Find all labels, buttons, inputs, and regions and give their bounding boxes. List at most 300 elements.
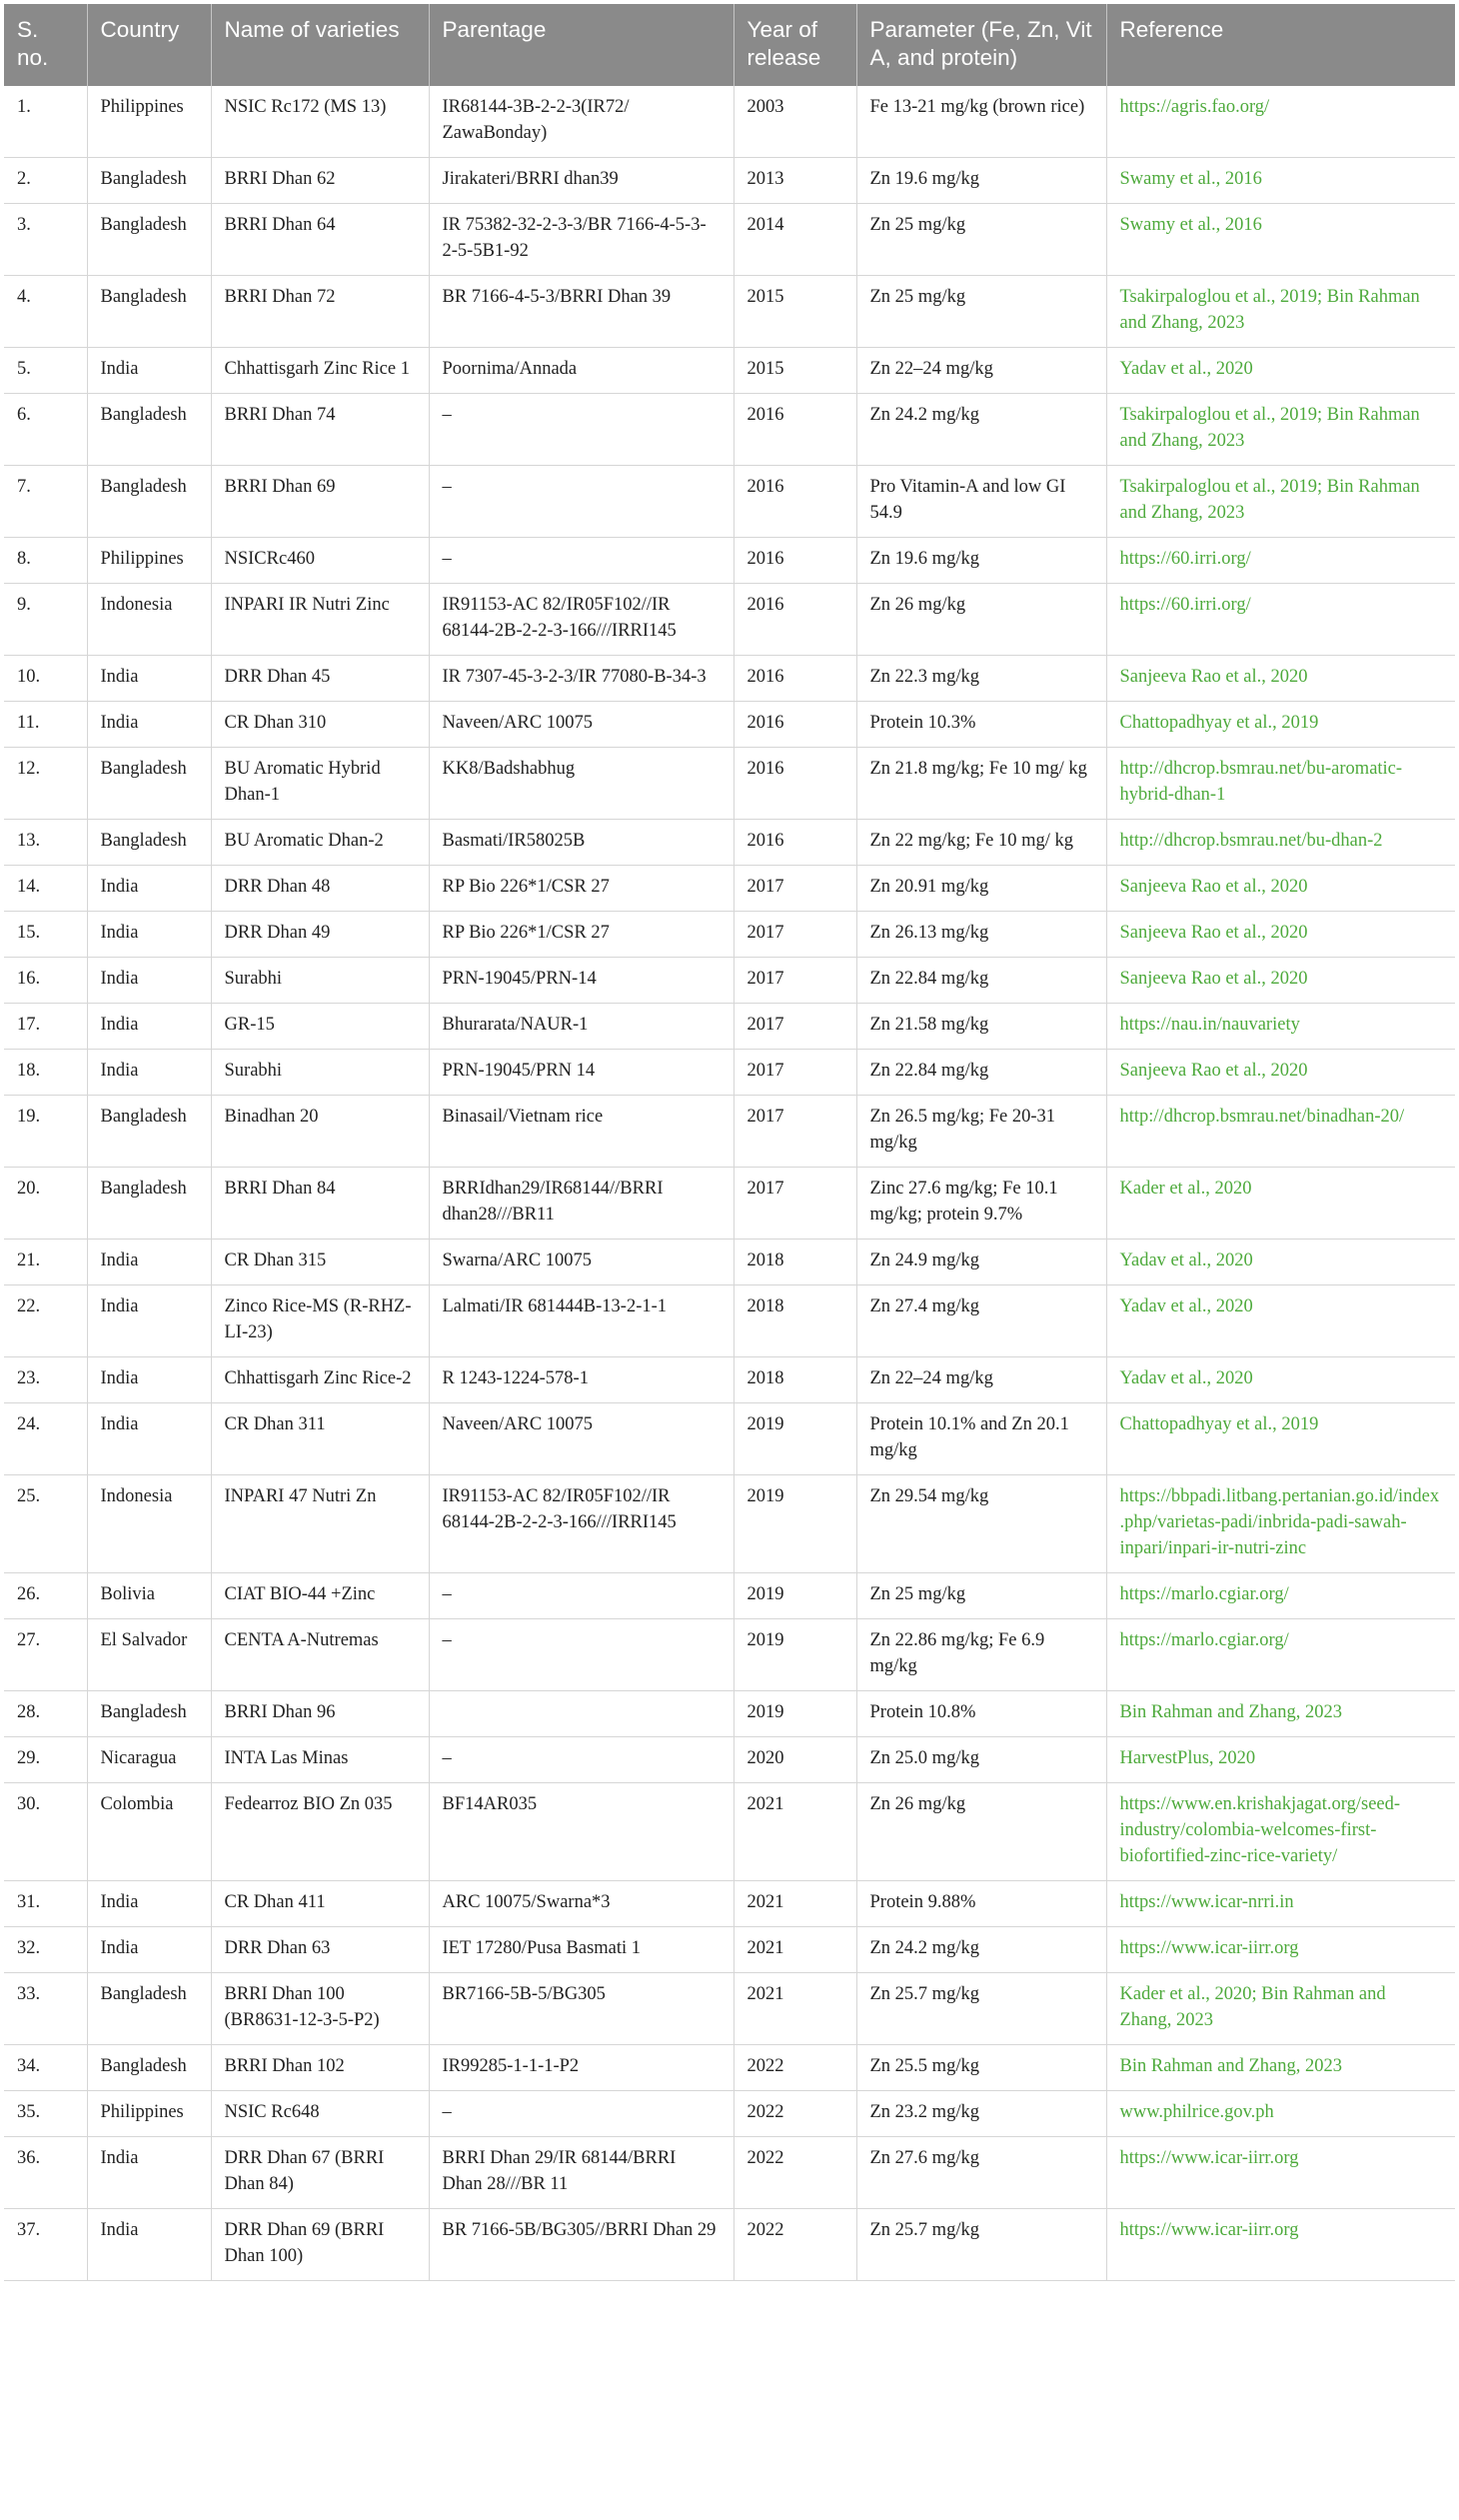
table-row [4,394,1455,466]
cell-reference[interactable]: https://nau.in/nauvariety [1106,1004,1455,1050]
cell-variety-name: DRR Dhan 69 (BRRI Dhan 100) [211,2209,429,2281]
cell-serial-no: 31. [4,1881,87,1927]
cell-parameter: Zn 25.0 mg/kg [856,1737,1106,1783]
cell-reference[interactable]: www.philrice.gov.ph [1106,2091,1455,2137]
cell-serial-no: 5. [4,348,87,394]
cell-parameter: Zn 26.5 mg/kg; Fe 20-31 mg/kg [856,1096,1106,1168]
cell-reference[interactable]: https://60.irri.org/ [1106,584,1455,656]
cell-variety-name: BU Aromatic Dhan-2 [211,820,429,866]
cell-reference[interactable]: https://agris.fao.org/ [1106,86,1455,158]
cell-parameter: Zn 27.4 mg/kg [856,1285,1106,1357]
cell-variety-name: DRR Dhan 63 [211,1927,429,1973]
cell-variety-name: BRRI Dhan 69 [211,466,429,538]
cell-year: 2018 [733,1357,856,1403]
cell-variety-name: GR-15 [211,1004,429,1050]
varieties-table [4,4,1455,2281]
cell-parentage: Binasail/Vietnam rice [429,1096,733,1168]
cell-variety-name: NSICRc460 [211,538,429,584]
cell-country: El Salvador [87,1619,211,1691]
cell-reference[interactable]: https://bbpadi.litbang.pertanian.go.id/index.php/varietas-padi/inbrida-padi-sawah-inpari/inpari-ir-nutri-zinc [1106,1475,1455,1573]
table-row [4,1285,1455,1357]
cell-parameter: Zn 23.2 mg/kg [856,2091,1106,2137]
cell-country: Bangladesh [87,158,211,204]
cell-variety-name: CR Dhan 311 [211,1403,429,1475]
cell-variety-name: Chhattisgarh Zinc Rice-2 [211,1357,429,1403]
cell-parentage: Lalmati/IR 681444B-13-2-1-1 [429,1285,733,1357]
cell-parentage: BR 7166-4-5-3/BRRI Dhan 39 [429,276,733,348]
cell-year: 2016 [733,748,856,820]
cell-year: 2021 [733,1783,856,1881]
cell-reference[interactable]: Kader et al., 2020 [1106,1168,1455,1240]
cell-parameter: Protein 10.8% [856,1691,1106,1737]
cell-serial-no: 8. [4,538,87,584]
table-row [4,1096,1455,1168]
cell-year: 2022 [733,2209,856,2281]
cell-serial-no: 28. [4,1691,87,1737]
cell-year: 2016 [733,702,856,748]
cell-country: Nicaragua [87,1737,211,1783]
cell-variety-name: CENTA A-Nutremas [211,1619,429,1691]
cell-variety-name: CR Dhan 310 [211,702,429,748]
cell-serial-no: 33. [4,1973,87,2045]
cell-parentage: – [429,466,733,538]
cell-parameter: Zn 25 mg/kg [856,204,1106,276]
cell-parameter: Zn 27.6 mg/kg [856,2137,1106,2209]
cell-serial-no: 29. [4,1737,87,1783]
cell-reference[interactable]: https://marlo.cgiar.org/ [1106,1619,1455,1691]
cell-reference[interactable]: Yadav et al., 2020 [1106,1285,1455,1357]
cell-reference[interactable]: Tsakirpaloglou et al., 2019; Bin Rahman and Zhang, 2023 [1106,466,1455,538]
cell-variety-name: Surabhi [211,958,429,1004]
cell-variety-name: CIAT BIO-44 +Zinc [211,1573,429,1619]
cell-year: 2017 [733,958,856,1004]
cell-year: 2017 [733,1050,856,1096]
cell-variety-name: DRR Dhan 48 [211,866,429,912]
cell-parentage: Bhurarata/NAUR-1 [429,1004,733,1050]
cell-year: 2019 [733,1403,856,1475]
cell-reference[interactable]: Chattopadhyay et al., 2019 [1106,702,1455,748]
cell-parentage: IR 75382-32-2-3-3/BR 7166-4-5-3-2-5-5B1-92 [429,204,733,276]
cell-reference[interactable]: Tsakirpaloglou et al., 2019; Bin Rahman and Zhang, 2023 [1106,394,1455,466]
cell-variety-name: INPARI IR Nutri Zinc [211,584,429,656]
cell-country: Colombia [87,1783,211,1881]
cell-parameter: Zn 19.6 mg/kg [856,158,1106,204]
cell-parameter: Protein 10.1% and Zn 20.1 mg/kg [856,1403,1106,1475]
cell-country: India [87,1403,211,1475]
cell-reference[interactable]: Sanjeeva Rao et al., 2020 [1106,958,1455,1004]
cell-reference[interactable]: Bin Rahman and Zhang, 2023 [1106,1691,1455,1737]
cell-country: Bangladesh [87,1973,211,2045]
cell-parentage: IET 17280/Pusa Basmati 1 [429,1927,733,1973]
cell-parentage: Jirakateri/BRRI dhan39 [429,158,733,204]
cell-serial-no: 7. [4,466,87,538]
table-row [4,86,1455,158]
cell-parentage: Basmati/IR58025B [429,820,733,866]
cell-country: Bangladesh [87,204,211,276]
cell-variety-name: INTA Las Minas [211,1737,429,1783]
cell-reference[interactable]: https://www.icar-iirr.org [1106,2137,1455,2209]
cell-country: India [87,702,211,748]
cell-parameter: Zn 25.7 mg/kg [856,2209,1106,2281]
cell-parameter: Fe 13-21 mg/kg (brown rice) [856,86,1106,158]
cell-country: India [87,2209,211,2281]
cell-year: 2014 [733,204,856,276]
cell-parameter: Zn 22.84 mg/kg [856,958,1106,1004]
cell-year: 2020 [733,1737,856,1783]
cell-year: 2015 [733,276,856,348]
table-header [4,4,1455,86]
cell-country: Philippines [87,2091,211,2137]
cell-year: 2016 [733,394,856,466]
cell-year: 2016 [733,656,856,702]
cell-parameter: Zn 22.84 mg/kg [856,1050,1106,1096]
cell-country: India [87,656,211,702]
cell-serial-no: 10. [4,656,87,702]
cell-parameter: Zn 21.58 mg/kg [856,1004,1106,1050]
cell-variety-name: BRRI Dhan 62 [211,158,429,204]
cell-year: 2019 [733,1475,856,1573]
cell-parentage: – [429,538,733,584]
cell-serial-no: 3. [4,204,87,276]
cell-parentage: BF14AR035 [429,1783,733,1881]
cell-serial-no: 9. [4,584,87,656]
cell-parentage [429,1691,733,1737]
cell-reference[interactable]: Swamy et al., 2016 [1106,204,1455,276]
cell-reference[interactable]: Yadav et al., 2020 [1106,1240,1455,1285]
cell-serial-no: 21. [4,1240,87,1285]
cell-country: Bangladesh [87,1096,211,1168]
cell-country: India [87,1927,211,1973]
cell-parentage: Swarna/ARC 10075 [429,1240,733,1285]
cell-serial-no: 24. [4,1403,87,1475]
cell-serial-no: 14. [4,866,87,912]
cell-parameter: Zn 24.2 mg/kg [856,1927,1106,1973]
cell-country: India [87,912,211,958]
cell-reference[interactable]: https://www.icar-iirr.org [1106,1927,1455,1973]
cell-year: 2017 [733,912,856,958]
cell-year: 2016 [733,820,856,866]
cell-parentage: IR 7307-45-3-2-3/IR 77080-B-34-3 [429,656,733,702]
cell-country: India [87,2137,211,2209]
table-row [4,158,1455,204]
cell-parameter: Zn 26.13 mg/kg [856,912,1106,958]
cell-country: India [87,1285,211,1357]
cell-serial-no: 17. [4,1004,87,1050]
table-row [4,276,1455,348]
cell-country: Philippines [87,86,211,158]
cell-serial-no: 34. [4,2045,87,2091]
table-row [4,1573,1455,1619]
cell-reference[interactable]: http://dhcrop.bsmrau.net/bu-dhan-2 [1106,820,1455,866]
cell-reference[interactable]: https://www.icar-iirr.org [1106,2209,1455,2281]
table-row [4,1691,1455,1737]
cell-year: 2017 [733,1168,856,1240]
cell-reference[interactable]: Tsakirpaloglou et al., 2019; Bin Rahman and Zhang, 2023 [1106,276,1455,348]
cell-serial-no: 26. [4,1573,87,1619]
cell-parentage: – [429,1737,733,1783]
cell-parameter: Zn 25 mg/kg [856,276,1106,348]
table-body [4,86,1455,2281]
table-row [4,1881,1455,1927]
cell-parameter: Zinc 27.6 mg/kg; Fe 10.1 mg/kg; protein 9.7% [856,1168,1106,1240]
cell-year: 2017 [733,866,856,912]
cell-parameter: Zn 21.8 mg/kg; Fe 10 mg/ kg [856,748,1106,820]
cell-variety-name: Chhattisgarh Zinc Rice 1 [211,348,429,394]
header-parameter: Parameter (Fe, Zn, Vit A, and protein) [856,4,1106,86]
cell-parentage: IR91153-AC 82/IR05F102//IR 68144-2B-2-2-3-166///IRRI145 [429,584,733,656]
cell-year: 2018 [733,1285,856,1357]
cell-country: Bangladesh [87,1168,211,1240]
cell-reference[interactable]: http://dhcrop.bsmrau.net/binadhan-20/ [1106,1096,1455,1168]
cell-serial-no: 13. [4,820,87,866]
table-row [4,912,1455,958]
cell-country: Indonesia [87,1475,211,1573]
cell-parameter: Pro Vitamin-A and low GI 54.9 [856,466,1106,538]
cell-parentage: BRRIdhan29/IR68144//BRRI dhan28///BR11 [429,1168,733,1240]
table-row [4,1168,1455,1240]
cell-year: 2019 [733,1691,856,1737]
cell-serial-no: 36. [4,2137,87,2209]
table-row [4,2045,1455,2091]
cell-country: India [87,348,211,394]
table-row [4,348,1455,394]
cell-country: India [87,1881,211,1927]
table-row [4,204,1455,276]
header-parentage: Parentage [429,4,733,86]
cell-country: Bangladesh [87,1691,211,1737]
cell-parameter: Zn 24.2 mg/kg [856,394,1106,466]
header-row [4,4,1455,86]
cell-parameter: Protein 10.3% [856,702,1106,748]
cell-variety-name: DRR Dhan 67 (BRRI Dhan 84) [211,2137,429,2209]
cell-year: 2017 [733,1004,856,1050]
cell-variety-name: INPARI 47 Nutri Zn [211,1475,429,1573]
cell-variety-name: Surabhi [211,1050,429,1096]
table-row [4,538,1455,584]
table-row [4,820,1455,866]
cell-reference[interactable]: Sanjeeva Rao et al., 2020 [1106,866,1455,912]
cell-year: 2019 [733,1619,856,1691]
cell-parentage: PRN-19045/PRN 14 [429,1050,733,1096]
cell-parentage: RP Bio 226*1/CSR 27 [429,912,733,958]
cell-reference[interactable]: Sanjeeva Rao et al., 2020 [1106,1050,1455,1096]
table-row [4,1927,1455,1973]
cell-parameter: Zn 25 mg/kg [856,1573,1106,1619]
table-row [4,1783,1455,1881]
cell-parameter: Zn 26 mg/kg [856,1783,1106,1881]
table-row [4,958,1455,1004]
cell-serial-no: 30. [4,1783,87,1881]
cell-reference[interactable]: HarvestPlus, 2020 [1106,1737,1455,1783]
cell-parameter: Zn 29.54 mg/kg [856,1475,1106,1573]
cell-year: 2022 [733,2045,856,2091]
cell-variety-name: BRRI Dhan 72 [211,276,429,348]
cell-reference[interactable]: Bin Rahman and Zhang, 2023 [1106,2045,1455,2091]
cell-reference[interactable]: Swamy et al., 2016 [1106,158,1455,204]
cell-variety-name: BRRI Dhan 64 [211,204,429,276]
cell-parentage: ARC 10075/Swarna*3 [429,1881,733,1927]
cell-country: Indonesia [87,584,211,656]
cell-variety-name: NSIC Rc172 (MS 13) [211,86,429,158]
cell-parentage: BR7166-5B-5/BG305 [429,1973,733,2045]
cell-parameter: Zn 26 mg/kg [856,584,1106,656]
header-serial-no: S. no. [4,4,87,86]
cell-serial-no: 37. [4,2209,87,2281]
cell-reference[interactable]: Yadav et al., 2020 [1106,1357,1455,1403]
table-row [4,2209,1455,2281]
cell-country: India [87,866,211,912]
cell-serial-no: 12. [4,748,87,820]
cell-serial-no: 22. [4,1285,87,1357]
cell-reference[interactable]: https://www.icar-nrri.in [1106,1881,1455,1927]
cell-year: 2019 [733,1573,856,1619]
cell-year: 2021 [733,1927,856,1973]
table-row [4,2091,1455,2137]
table-row [4,1004,1455,1050]
cell-year: 2016 [733,466,856,538]
cell-reference[interactable]: Sanjeeva Rao et al., 2020 [1106,656,1455,702]
cell-variety-name: NSIC Rc648 [211,2091,429,2137]
cell-parentage: – [429,1619,733,1691]
cell-parentage: Naveen/ARC 10075 [429,702,733,748]
table-row [4,1737,1455,1783]
cell-country: Philippines [87,538,211,584]
cell-parameter: Protein 9.88% [856,1881,1106,1927]
cell-parentage: Poornima/Annada [429,348,733,394]
cell-country: Bangladesh [87,276,211,348]
cell-variety-name: DRR Dhan 49 [211,912,429,958]
cell-reference[interactable]: https://marlo.cgiar.org/ [1106,1573,1455,1619]
cell-variety-name: BRRI Dhan 96 [211,1691,429,1737]
cell-variety-name: CR Dhan 411 [211,1881,429,1927]
cell-parentage: KK8/Badshabhug [429,748,733,820]
table-row [4,1240,1455,1285]
cell-reference[interactable]: Kader et al., 2020; Bin Rahman and Zhang, 2023 [1106,1973,1455,2045]
cell-parameter: Zn 22 mg/kg; Fe 10 mg/ kg [856,820,1106,866]
cell-country: India [87,1050,211,1096]
cell-country: Bangladesh [87,2045,211,2091]
cell-year: 2021 [733,1881,856,1927]
cell-country: India [87,1240,211,1285]
cell-variety-name: BRRI Dhan 84 [211,1168,429,1240]
cell-parameter: Zn 19.6 mg/kg [856,538,1106,584]
cell-parentage: RP Bio 226*1/CSR 27 [429,866,733,912]
cell-serial-no: 6. [4,394,87,466]
cell-country: India [87,958,211,1004]
table-row [4,656,1455,702]
cell-parentage: PRN-19045/PRN-14 [429,958,733,1004]
cell-serial-no: 16. [4,958,87,1004]
cell-parentage: Naveen/ARC 10075 [429,1403,733,1475]
cell-parameter: Zn 25.7 mg/kg [856,1973,1106,2045]
cell-country: India [87,1357,211,1403]
table-row [4,1403,1455,1475]
cell-parentage: – [429,394,733,466]
cell-parentage: IR68144-3B-2-2-3(IR72/ ZawaBonday) [429,86,733,158]
table-row [4,1973,1455,2045]
cell-year: 2017 [733,1096,856,1168]
cell-reference[interactable]: Sanjeeva Rao et al., 2020 [1106,912,1455,958]
cell-parentage: R 1243-1224-578-1 [429,1357,733,1403]
header-year-of-release: Year of release [733,4,856,86]
cell-year: 2022 [733,2091,856,2137]
cell-parameter: Zn 20.91 mg/kg [856,866,1106,912]
cell-serial-no: 18. [4,1050,87,1096]
table-row [4,1619,1455,1691]
cell-serial-no: 20. [4,1168,87,1240]
cell-year: 2022 [733,2137,856,2209]
cell-serial-no: 1. [4,86,87,158]
cell-variety-name: Fedearroz BIO Zn 035 [211,1783,429,1881]
cell-serial-no: 27. [4,1619,87,1691]
cell-parameter: Zn 22–24 mg/kg [856,348,1106,394]
cell-country: Bangladesh [87,466,211,538]
cell-reference[interactable]: http://dhcrop.bsmrau.net/bu-aromatic-hybrid-dhan-1 [1106,748,1455,820]
cell-serial-no: 4. [4,276,87,348]
cell-parentage: – [429,2091,733,2137]
cell-serial-no: 15. [4,912,87,958]
cell-reference[interactable]: https://60.irri.org/ [1106,538,1455,584]
cell-variety-name: DRR Dhan 45 [211,656,429,702]
table-row [4,1050,1455,1096]
cell-year: 2003 [733,86,856,158]
cell-variety-name: Zinco Rice-MS (R-RHZ-LI-23) [211,1285,429,1357]
cell-serial-no: 35. [4,2091,87,2137]
header-variety-name: Name of varieties [211,4,429,86]
cell-country: Bolivia [87,1573,211,1619]
table-row [4,702,1455,748]
cell-parameter: Zn 24.9 mg/kg [856,1240,1106,1285]
cell-year: 2015 [733,348,856,394]
cell-parameter: Zn 22.3 mg/kg [856,656,1106,702]
table-row [4,748,1455,820]
cell-year: 2013 [733,158,856,204]
cell-year: 2016 [733,584,856,656]
cell-country: India [87,1004,211,1050]
cell-country: Bangladesh [87,748,211,820]
cell-country: Bangladesh [87,820,211,866]
cell-variety-name: BRRI Dhan 74 [211,394,429,466]
cell-variety-name: BRRI Dhan 100 (BR8631-12-3-5-P2) [211,1973,429,2045]
cell-variety-name: BU Aromatic Hybrid Dhan-1 [211,748,429,820]
cell-serial-no: 25. [4,1475,87,1573]
cell-year: 2018 [733,1240,856,1285]
table-row [4,584,1455,656]
cell-variety-name: BRRI Dhan 102 [211,2045,429,2091]
cell-parentage: IR91153-AC 82/IR05F102//IR 68144-2B-2-2-3-166///IRRI145 [429,1475,733,1573]
cell-parentage: – [429,1573,733,1619]
cell-serial-no: 32. [4,1927,87,1973]
cell-parentage: BRRI Dhan 29/IR 68144/BRRI Dhan 28///BR 11 [429,2137,733,2209]
cell-country: Bangladesh [87,394,211,466]
cell-parentage: BR 7166-5B/BG305//BRRI Dhan 29 [429,2209,733,2281]
cell-serial-no: 19. [4,1096,87,1168]
cell-reference[interactable]: https://www.en.krishakjagat.org/seed-industry/colombia-welcomes-first-biofortified-zinc-rice-variety/ [1106,1783,1455,1881]
cell-variety-name: CR Dhan 315 [211,1240,429,1285]
cell-parentage: IR99285-1-1-1-P2 [429,2045,733,2091]
header-country: Country [87,4,211,86]
cell-serial-no: 2. [4,158,87,204]
table-row [4,866,1455,912]
cell-serial-no: 11. [4,702,87,748]
table-row [4,2137,1455,2209]
cell-year: 2016 [733,538,856,584]
cell-year: 2021 [733,1973,856,2045]
cell-parameter: Zn 22.86 mg/kg; Fe 6.9 mg/kg [856,1619,1106,1691]
cell-reference[interactable]: Chattopadhyay et al., 2019 [1106,1403,1455,1475]
cell-reference[interactable]: Yadav et al., 2020 [1106,348,1455,394]
table-row [4,466,1455,538]
